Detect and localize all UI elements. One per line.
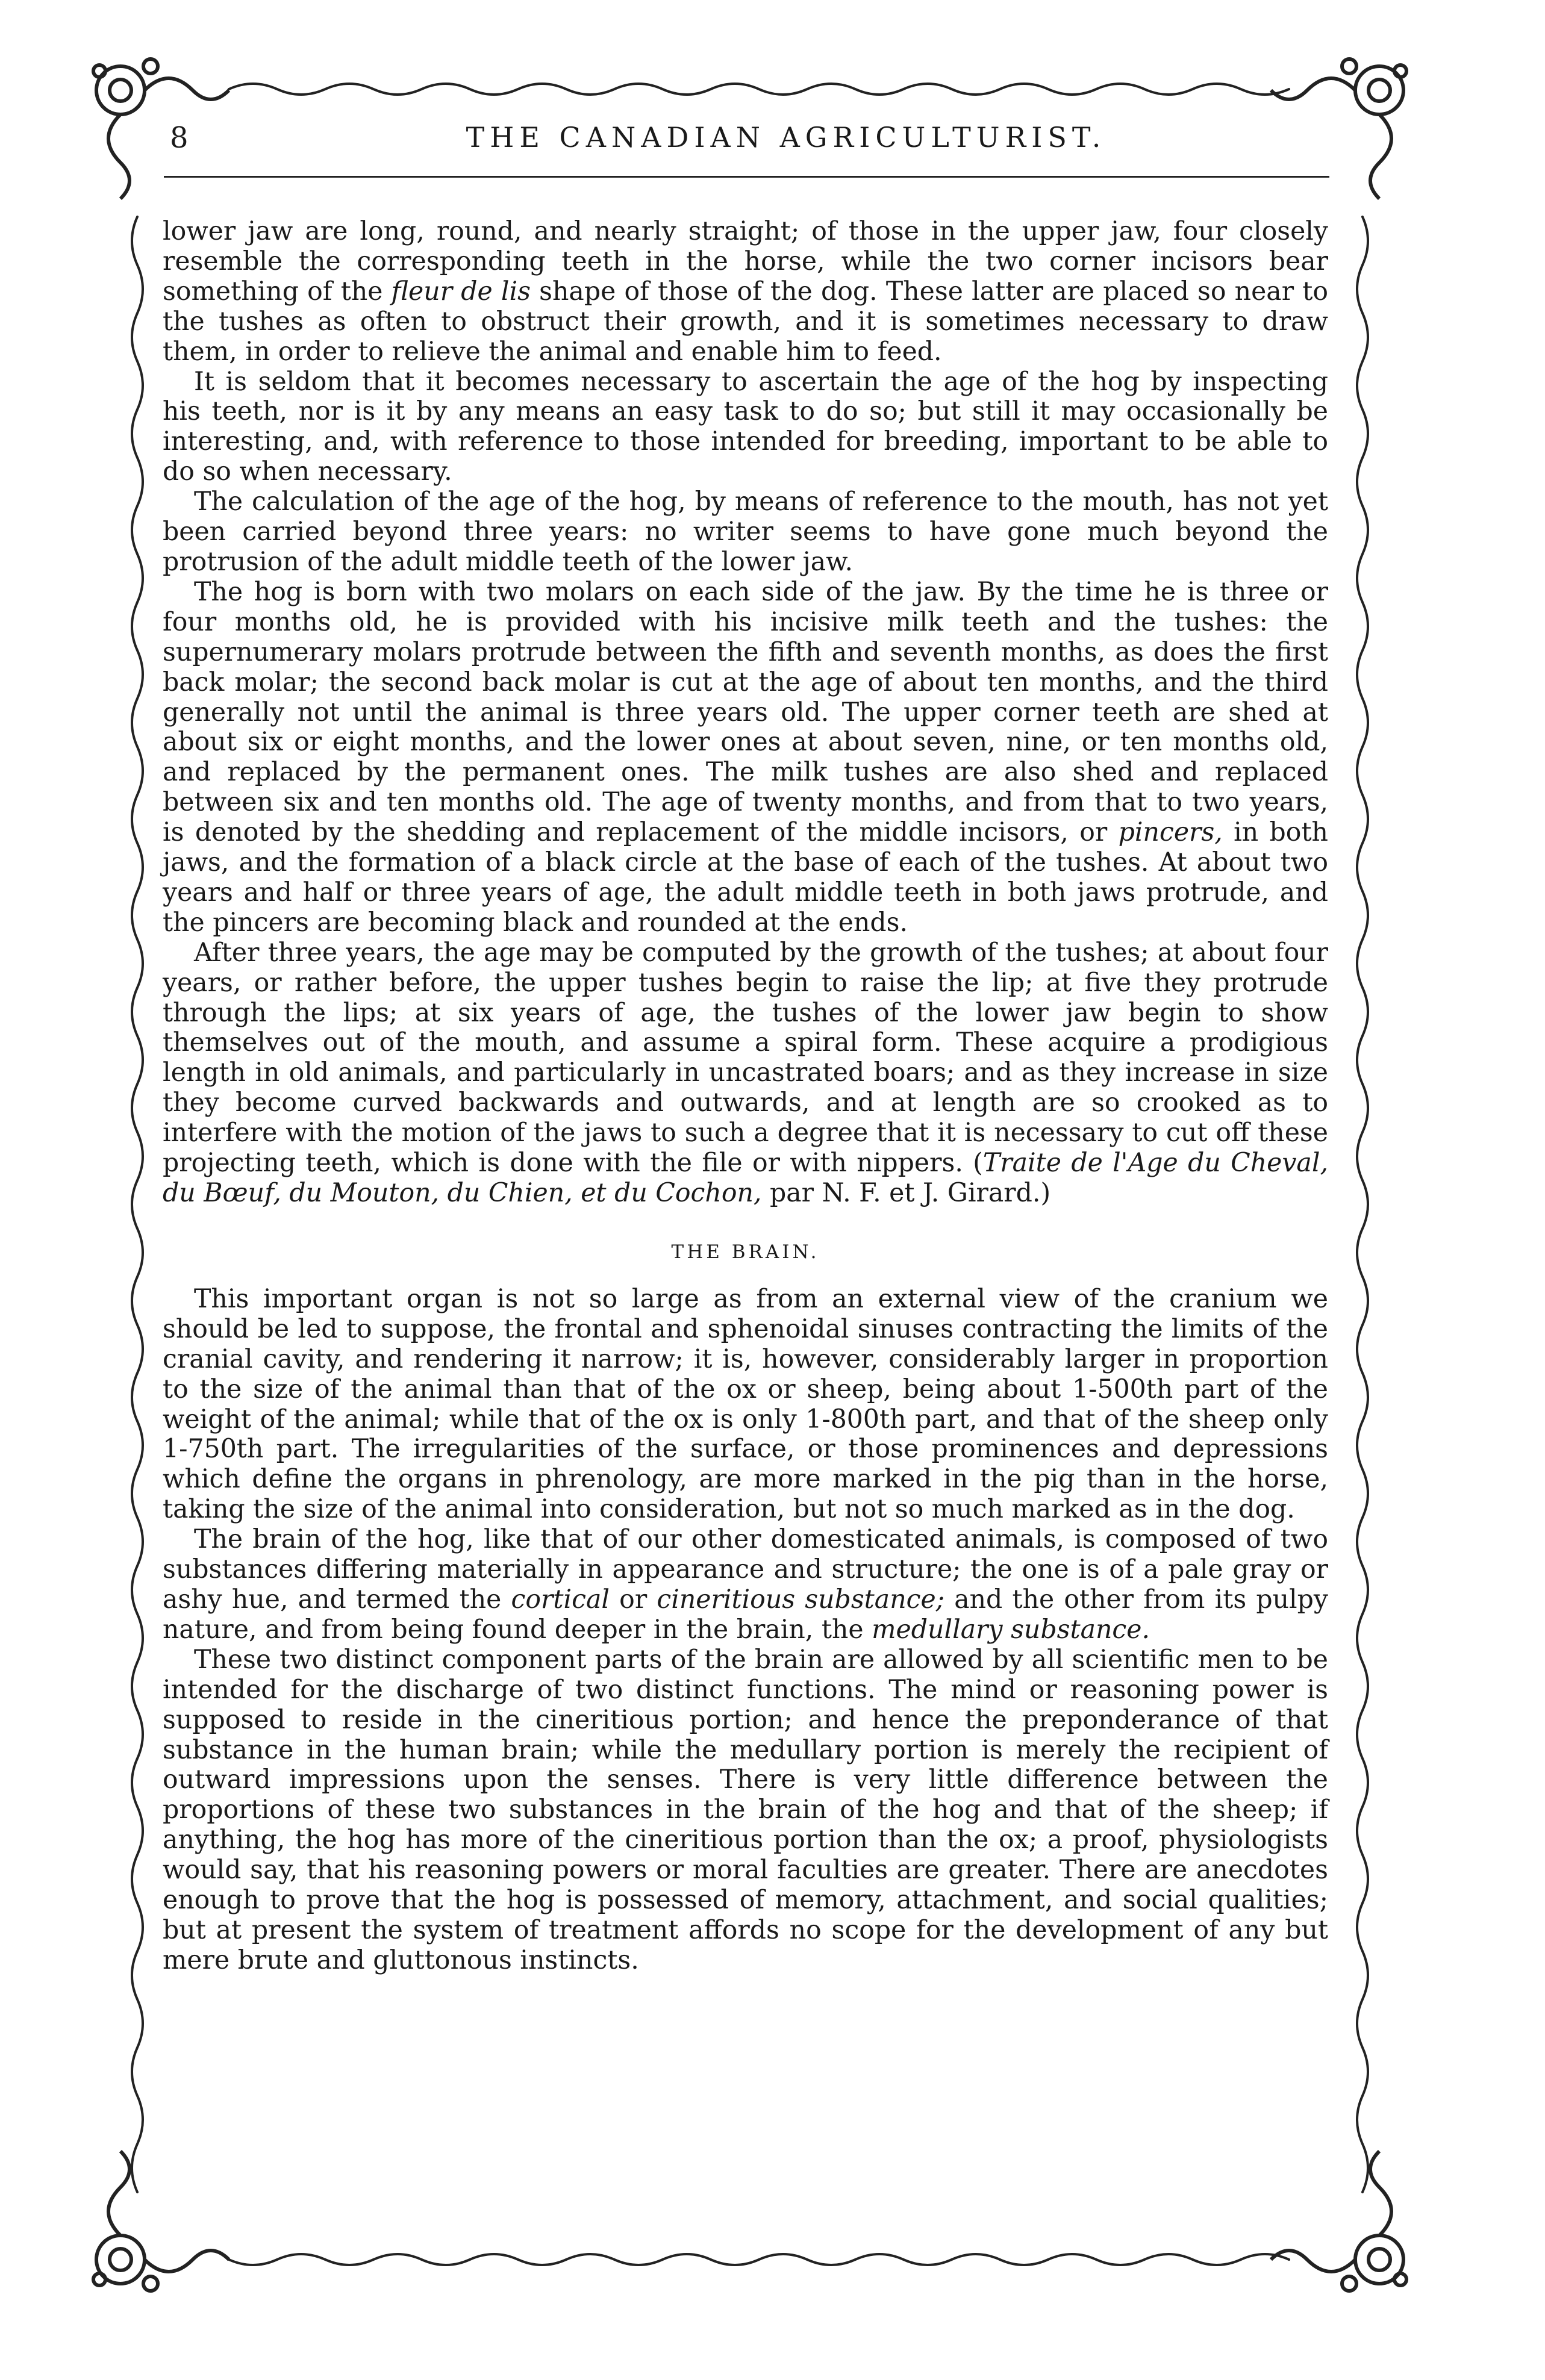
italic-term: medullary substance.: [872, 1614, 1150, 1645]
paragraph-3: The calculation of the age of the hog, by means of reference to the mouth, has not yet been carried beyond three years: no writer seems to have gone much beyond the protrusion of the adult middle teeth of the lower jaw.: [163, 487, 1328, 577]
top-ornament-line: [229, 84, 1289, 95]
corner-flourish-bottom-left: [93, 2151, 229, 2291]
page-number: 8: [170, 121, 189, 155]
paragraph-2: It is seldom that it becomes necessary to ascertain the age of the hog by inspecting his teeth, nor is it by any means an easy task to do so; but still it may occasionally be interesting, and, with reference to those intended for breeding, important to be able to do so when necessary.: [163, 366, 1328, 487]
header-rule: [164, 176, 1329, 178]
corner-flourish-top-left: [93, 59, 229, 199]
italic-term: cineritious substance;: [657, 1584, 945, 1615]
brain-paragraph-1: This important organ is not so large as from an external view of the cranium we should be led to suppose, the frontal and sphenoidal sinuses contracting the limits of the cranial cavity, and rendering it narrow; it is, however, considerably larger in proportion to the size of the animal than that of the ox or sheep, being about 1-500th part of the weight of the animal; while that of the ox is only 1-800th part, and that of the sheep only 1-750th part. The irregularities of the surface, or those prominences and depressions which define the organs in phrenology, are more marked in the pig than in the horse, taking the size of the animal into consideration, but not so much marked as in the dog.: [163, 1283, 1328, 1525]
article-body: [163, 217, 1328, 1976]
brain-paragraph-2: The brain of the hog, like that of our other domesticated animals, is composed of two substances differing materially in appearance and structure; the one is of a pale gray or ashy hue, and termed the cortical or cineritious substance; and the other from its pulpy nature, and from being found deeper in the brain, the medullary substance.: [163, 1524, 1328, 1645]
italic-term: cortical: [511, 1584, 610, 1615]
paragraph-5: After three years, the age may be computed by the growth of the tushes; at about four years, or rather before, the upper tushes begin to raise the lip; at five they protrude through the lips; at six years of age, the tushes of the lower jaw begin to show themselves out of the mouth, and assume a spiral form. These acquire a prodigious length in old animals, and particularly in uncastrated boars; and as they increase in size they become curved backwards and outwards, and at length are so crooked as to interfere with the motion of the jaws to such a degree that it is necessary to cut off these projecting teeth, which is done with the file or with nippers. (Traite de l'Age du Cheval, du Bœuf, du Mouton, du Chien, et du Cochon, par N. F. et J. Girard.): [163, 937, 1328, 1208]
italic-term: fleur de lis: [391, 276, 531, 307]
bottom-ornament-line: [229, 2254, 1289, 2265]
running-title: THE CANADIAN AGRICULTURIST.: [466, 121, 1106, 154]
paragraph-4: The hog is born with two molars on each side of the jaw. By the time he is three or four months old, he is provided with his incisive milk teeth and the tushes: the supernumerary molars protrude between the fifth and seventh months, as does the first back molar; the second back molar is cut at the age of about ten months, and the third generally not until the animal is three years old. The upper corner teeth are shed at about six or eight months, and the lower ones at about seven, nine, or ten months old, and replaced by the permanent ones. The milk tushes are also shed and replaced between six and ten months old. The age of twenty months, and from that to two years, is denoted by the shedding and replacement of the middle incisors, or pincers, in both jaws, and the formation of a black circle at the base of each of the tushes. At about two years and half or three years of age, the adult middle teeth in both jaws protrude, and the pincers are becoming black and rounded at the ends.: [163, 576, 1328, 938]
left-ornament-line: [132, 217, 143, 2192]
brain-paragraph-3: These two distinct component parts of the brain are allowed by all scientific men to be intended for the discharge of two distinct functions. The mind or reasoning power is supposed to reside in the cineritious portion; and hence the preponderance of that substance in the human brain; while the medullary portion is merely the recipient of outward impressions upon the senses. There is very little difference between the proportions of these two substances in the brain of the hog and that of the sheep; if anything, the hog has more of the cineritious portion than the ox; a proof, physiologists would say, that his reasoning powers or moral faculties are greater. There are anecdotes enough to prove that the hog is possessed of memory, attachment, and social qualities; but at present the system of treatment affords no scope for the development of any but mere brute and gluttonous instincts.: [163, 1644, 1328, 1975]
paragraph-1: lower jaw are long, round, and nearly straight; of those in the upper jaw, four closely resemble the corresponding teeth in the horse, while the two corner incisors bear something of the fleur de lis shape of those of the dog. These latter are placed so near to the tushes as often to obstruct their growth, and it is sometimes necessary to draw them, in order to relieve the animal and enable him to feed.: [163, 216, 1328, 367]
italic-term: pincers,: [1118, 817, 1223, 848]
corner-flourish-bottom-right: [1271, 2151, 1406, 2291]
citation-title: Traite de l'Age du Cheval, du Bœuf, du Mouton, du Chien, et du Cochon,: [163, 1148, 1328, 1208]
section-heading-brain: THE BRAIN.: [671, 1241, 820, 1263]
right-ornament-line: [1357, 217, 1368, 2192]
